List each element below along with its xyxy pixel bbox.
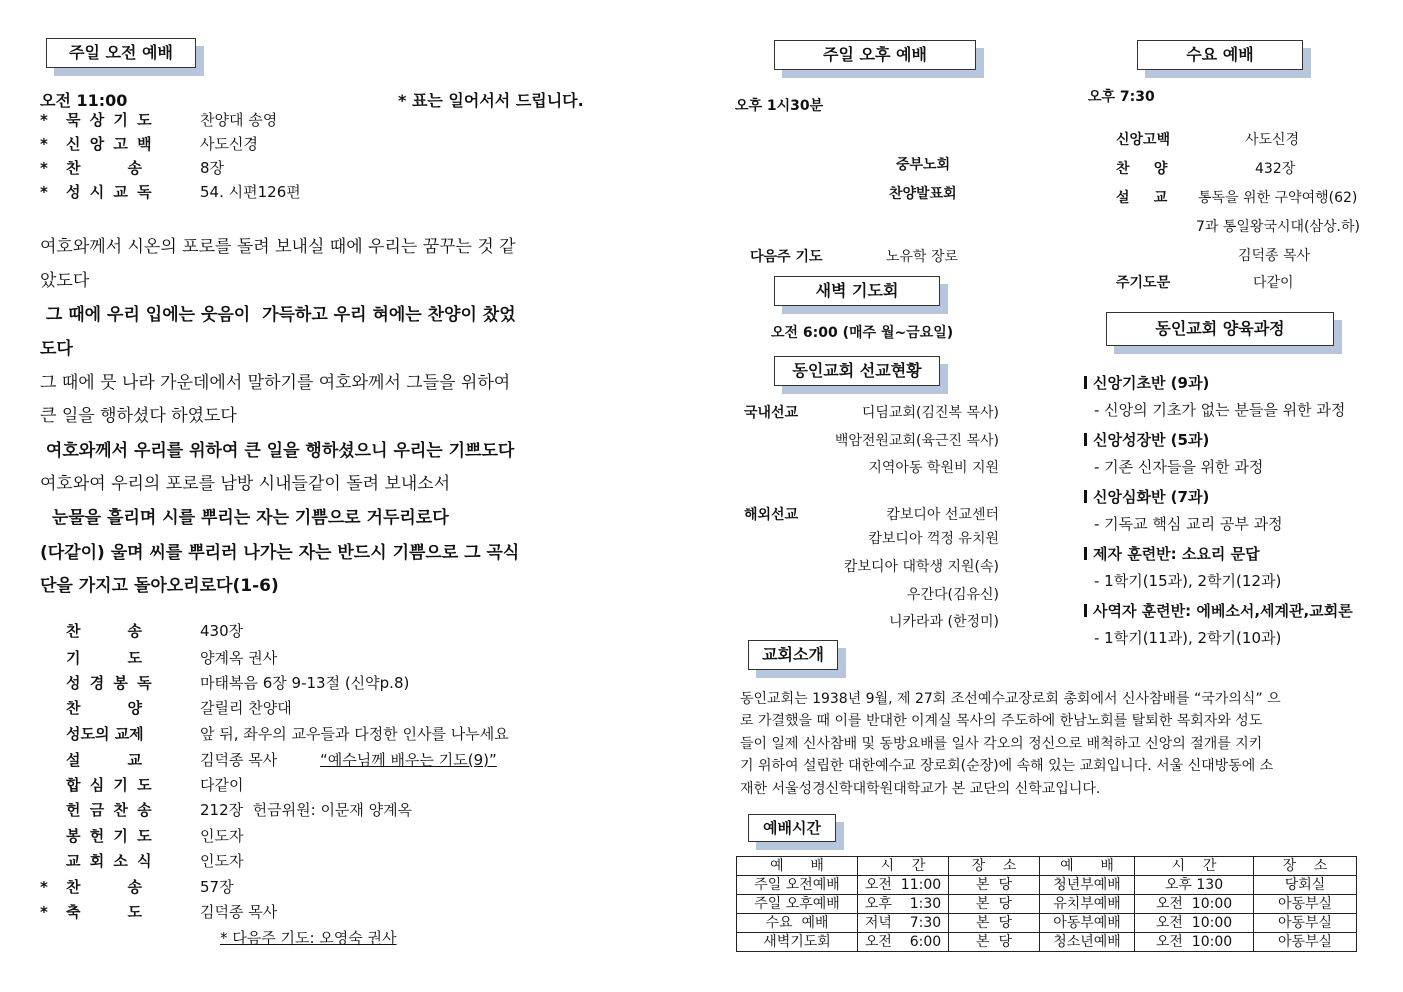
course-desc: - 신앙의 기초가 없는 분들을 위한 과정 [1094, 401, 1346, 419]
order-star: * [40, 135, 48, 153]
morning-service-title: 주일 오전 예배 [46, 38, 196, 68]
standing-note: * 표는 일어서서 드립니다. [398, 91, 584, 110]
dawn-prayer-time: 오전 6:00 (매주 월~금요일) [771, 325, 954, 341]
wednesday-order-label: 찬 양 [1116, 161, 1168, 177]
table-row [737, 914, 1357, 933]
order-value: 양계옥 권사 [200, 649, 278, 667]
verse-line: 여호와께서 시온의 포로를 돌려 보내실 때에 우리는 꿈꾸는 것 같 [40, 237, 516, 257]
verse-line: 그 때에 우리 입에는 웃음이 가득하고 우리 혀에는 찬양이 찼었 [40, 305, 516, 325]
order-label: 성 경 봉 독 [66, 674, 154, 692]
course-desc: - 1학기(11과), 2학기(10과) [1094, 629, 1282, 647]
order-item [40, 697, 640, 719]
course-name-row [1084, 372, 1345, 393]
next-week-prayer: * 다음주 기도: 오영숙 권사 [220, 929, 397, 947]
wednesday-sermon-line-2: 7과 통일왕국시대(삼상.하) [1196, 219, 1360, 235]
order-label: 기 도 [66, 649, 142, 667]
intro-line: 들이 일제 신사참배 및 동방요배를 일사 각오의 정신으로 배척하고 신앙의 절개를 지키 [740, 736, 1263, 752]
order-star: * [40, 183, 48, 201]
order-label: 성도의 교제 [66, 725, 144, 743]
order-value: 갈릴리 찬양대 [200, 699, 292, 717]
order-item [40, 774, 640, 796]
verse-line: 여호와께서 우리를 위하여 큰 일을 행하셨으니 우리는 기쁘도다 [40, 441, 515, 461]
course-name: 사역자 훈련반: 에베소서,세계관,교회론 [1093, 602, 1353, 620]
domestic-mission-label: 국내선교 [744, 405, 799, 421]
order-label: 헌 금 찬 송 [66, 801, 154, 819]
order-item [40, 109, 540, 131]
order-value: 김덕종 목사 [200, 751, 278, 769]
wednesday-service-title: 수요 예배 [1137, 40, 1303, 70]
order-label: 찬 송 [66, 622, 142, 640]
order-value: 사도신경 [200, 135, 258, 153]
intro-line: 동인교회는 1938년 9월, 제 27회 조선예수교장로회 총회에서 신사참배를 “국가의식” 으 [740, 691, 1281, 707]
intro-line: 기 위하여 설립한 대한예수교 장로회(순장)에 속해 있는 교회입니다. 서울 신대방동에 소 [740, 758, 1274, 774]
bullet-bar-icon [1084, 376, 1087, 389]
order-value: 212장 헌금위원: 이문재 양계옥 [200, 801, 413, 819]
domestic-mission-item: 디딤교회(김진복 목사) [861, 405, 999, 421]
course-name-row [1084, 543, 1281, 564]
course-item [1084, 600, 1353, 648]
order-item [40, 850, 640, 872]
intro-line: 로 가결했을 때 이를 반대한 이계실 목사의 주도하에 한남노회를 탈퇴한 목회자와 성도 [740, 713, 1263, 729]
table-row [737, 876, 1357, 895]
order-value: 다같이 [200, 776, 244, 794]
order-item [40, 901, 640, 923]
table-cell: 본 당 [949, 895, 1040, 914]
order-item [40, 181, 540, 203]
table-cell: 아동부실 [1254, 914, 1357, 933]
schedule-title: 예배시간 [748, 814, 836, 842]
order-label: 봉 헌 기 도 [66, 827, 154, 845]
order-item [40, 672, 640, 694]
table-cell: 저녁 7:30 [858, 914, 949, 933]
order-label: 축 도 [66, 903, 142, 921]
course-name-row [1084, 486, 1283, 507]
table-cell: 청년부예배 [1040, 876, 1135, 895]
order-item [40, 825, 640, 847]
table-row [737, 895, 1357, 914]
courses-title: 동인교회 양육과정 [1106, 312, 1334, 346]
order-star: * [40, 878, 48, 896]
verse-line: 큰 일을 행하셨다 하였도다 [40, 406, 237, 426]
table-cell: 오후 1:30 [858, 895, 949, 914]
order-item [40, 133, 540, 155]
sermon-title: “예수님께 배우는 기도(9)” [320, 751, 497, 769]
table-cell: 오전 6:00 [858, 933, 949, 952]
dawn-prayer-title: 새벽 기도회 [774, 276, 940, 306]
order-item [40, 723, 640, 745]
table-cell: 본 당 [949, 914, 1040, 933]
course-name: 신앙심화반 (7과) [1093, 488, 1210, 506]
table-cell: 유치부예배 [1040, 895, 1135, 914]
table-cell: 아동부실 [1254, 895, 1357, 914]
table-cell: 아동부실 [1254, 933, 1357, 952]
table-cell: 주일 오전예배 [737, 876, 858, 895]
table-cell: 수요 예배 [737, 914, 858, 933]
order-item [40, 647, 640, 669]
order-item [40, 157, 540, 179]
order-item [40, 620, 640, 642]
table-cell: 오전 10:00 [1135, 933, 1254, 952]
order-label: 신 앙 고 백 [66, 135, 154, 153]
intro-line: 재한 서울성경신학대학원대학교가 본 교단의 신학교입니다. [740, 781, 1101, 797]
bullet-bar-icon [1084, 547, 1087, 560]
wednesday-service-time: 오후 7:30 [1088, 89, 1155, 105]
course-item [1084, 486, 1283, 534]
wednesday-order-label: 신앙고백 [1116, 132, 1171, 148]
course-item [1084, 543, 1281, 591]
domestic-mission-item: 백암전원교회(육근진 목사) [834, 433, 999, 449]
afternoon-service-title: 주일 오후 예배 [774, 40, 976, 70]
table-cell: 청소년예배 [1040, 933, 1135, 952]
order-item [40, 876, 640, 898]
course-name-row [1084, 600, 1353, 621]
course-name: 신앙기초반 (9과) [1093, 374, 1210, 392]
order-value: 57장 [200, 878, 234, 896]
order-label: 설 교 [66, 751, 142, 769]
order-star: * [40, 159, 48, 177]
order-value: 430장 [200, 622, 244, 640]
course-desc: - 기존 신자들을 위한 과정 [1094, 458, 1264, 476]
morning-service-time: 오전 11:00 [40, 91, 128, 110]
order-value: 앞 뒤, 좌우의 교우들과 다정한 인사를 나누세요 [200, 725, 509, 743]
table-header-cell: 예 배 [1040, 857, 1135, 876]
afternoon-next-prayer-value: 노유학 장로 [886, 249, 959, 265]
bullet-bar-icon [1084, 604, 1087, 617]
overseas-mission-item: 캄보디아 대학생 지원(속) [843, 559, 999, 575]
schedule-table [736, 856, 1357, 952]
order-value: 마태복음 6장 9-13절 (신약p.8) [200, 674, 410, 692]
overseas-mission-item: 캄보디아 선교센터 [886, 507, 999, 523]
table-cell: 주일 오후예배 [737, 895, 858, 914]
bullet-bar-icon [1084, 433, 1087, 446]
wednesday-order-value: 통독을 위한 구약여행(62) [1198, 190, 1358, 206]
order-label: 합 심 기 도 [66, 776, 154, 794]
wednesday-order-value: 432장 [1255, 161, 1296, 177]
course-item [1084, 372, 1345, 420]
order-label: 찬 양 [66, 699, 142, 717]
order-star: * [40, 903, 48, 921]
order-label: 찬 송 [66, 878, 142, 896]
table-cell: 아동부예배 [1040, 914, 1135, 933]
verse-line: 단을 가지고 돌아오리로다(1-6) [40, 576, 279, 596]
table-cell: 오후 130 [1135, 876, 1254, 895]
order-label: 찬 송 [66, 159, 142, 177]
wednesday-order-value: 사도신경 [1245, 132, 1300, 148]
order-label: 교 회 소 식 [66, 852, 154, 870]
overseas-mission-item: 니카라과 (한정미) [888, 614, 999, 630]
course-item [1084, 429, 1263, 477]
wednesday-preacher: 김덕종 목사 [1238, 248, 1311, 264]
domestic-mission-item: 지역아동 학원비 지원 [868, 460, 999, 476]
table-cell: 당회실 [1254, 876, 1357, 895]
afternoon-next-prayer-label: 다음주 기도 [750, 249, 823, 265]
order-value: 54. 시편126편 [200, 183, 301, 201]
overseas-mission-label: 해외선교 [744, 507, 799, 523]
verse-line: 도다 [40, 339, 73, 359]
afternoon-line-1: 중부노회 [896, 157, 951, 173]
order-value: 인도자 [200, 827, 244, 845]
verse-line: 여호와여 우리의 포로를 남방 시내들같이 돌려 보내소서 [40, 474, 451, 494]
wednesday-closing-value: 다같이 [1253, 275, 1294, 291]
table-header-row [737, 857, 1357, 876]
verse-line: 눈물을 흘리며 시를 뿌리는 자는 기쁨으로 거두리로다 [40, 508, 449, 528]
church-intro-title: 교회소개 [748, 640, 838, 670]
bullet-bar-icon [1084, 490, 1087, 503]
mission-title: 동인교회 선교현황 [774, 356, 940, 386]
table-cell: 오전 10:00 [1135, 895, 1254, 914]
table-header-cell: 장 소 [949, 857, 1040, 876]
table-header-cell: 시 간 [858, 857, 949, 876]
overseas-mission-item: 캄보디아 꺽정 유치원 [868, 531, 999, 547]
wednesday-closing-label: 주기도문 [1116, 275, 1171, 291]
table-header-cell: 장 소 [1254, 857, 1357, 876]
order-star: * [40, 111, 48, 129]
order-value: 김덕종 목사 [200, 903, 278, 921]
afternoon-line-2: 찬양발표회 [889, 186, 957, 202]
table-cell: 본 당 [949, 933, 1040, 952]
overseas-mission-item: 우간다(김유신) [906, 587, 999, 603]
order-label: 묵 상 기 도 [66, 111, 154, 129]
table-cell: 오전 10:00 [1135, 914, 1254, 933]
course-desc: - 기독교 핵심 교리 공부 과정 [1094, 515, 1283, 533]
table-cell: 오전 11:00 [858, 876, 949, 895]
verse-line: 았도다 [40, 271, 90, 291]
table-cell: 본 당 [949, 876, 1040, 895]
table-row [737, 933, 1357, 952]
order-label: 성 시 교 독 [66, 183, 154, 201]
course-name: 신앙성장반 (5과) [1093, 431, 1210, 449]
verse-line: (다같이) 울며 씨를 뿌리러 나가는 자는 반드시 기쁨으로 그 곡식 [40, 543, 520, 563]
wednesday-order-label: 설 교 [1116, 190, 1168, 206]
table-header-cell: 시 간 [1135, 857, 1254, 876]
table-cell: 새벽기도회 [737, 933, 858, 952]
afternoon-service-time: 오후 1시30분 [735, 98, 824, 114]
course-name-row [1084, 429, 1263, 450]
table-header-cell: 예 배 [737, 857, 858, 876]
verse-line: 그 때에 뭇 나라 가운데에서 말하기를 여호와께서 그들을 위하여 [40, 373, 511, 393]
order-item [40, 749, 640, 771]
order-value: 8장 [200, 159, 225, 177]
course-name: 제자 훈련반: 소요리 문답 [1093, 545, 1260, 563]
course-desc: - 1학기(15과), 2학기(12과) [1094, 572, 1282, 590]
order-value: 찬양대 송영 [200, 111, 278, 129]
order-item [40, 799, 640, 821]
order-value: 인도자 [200, 852, 244, 870]
